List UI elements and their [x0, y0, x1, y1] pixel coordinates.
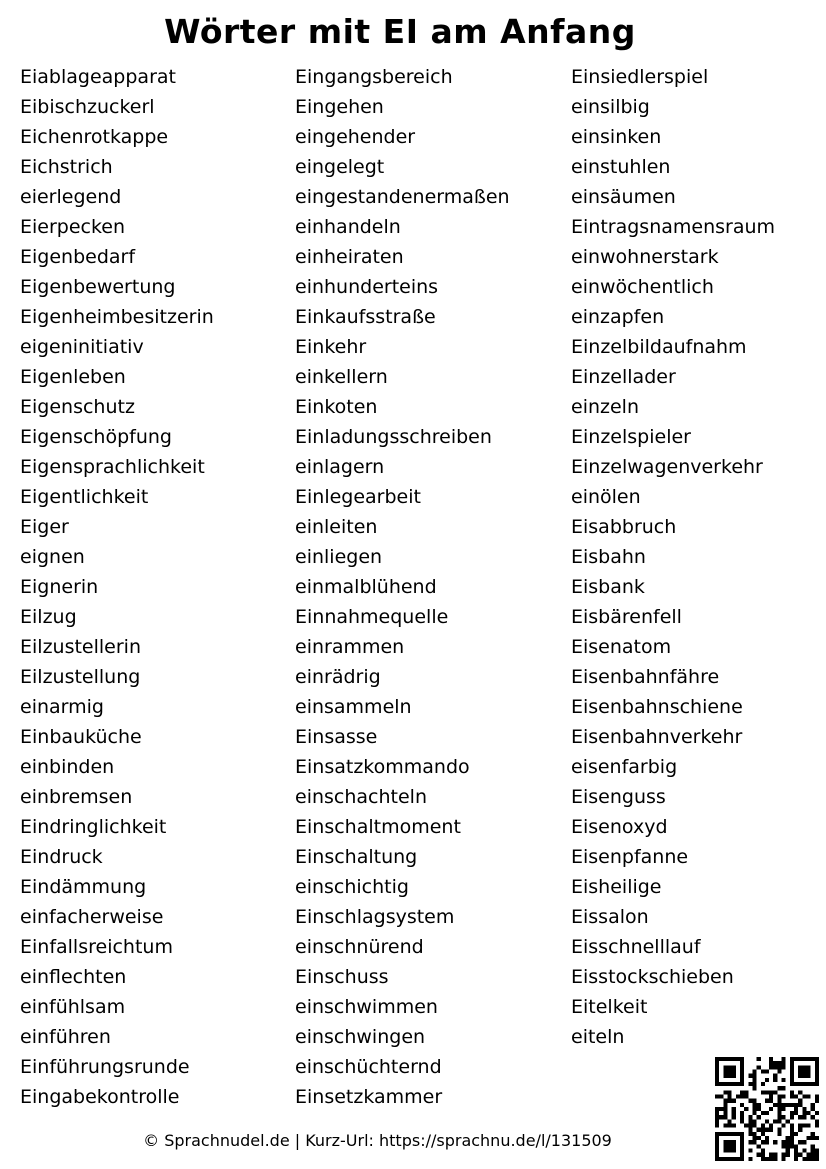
page-title: Wörter mit EI am Anfang: [164, 12, 636, 51]
word-item: Eisenatom: [571, 636, 672, 658]
word-item: Eisabbruch: [571, 516, 677, 538]
word-item: einschüchternd: [295, 1056, 442, 1078]
word-item: Eisenbahnschiene: [571, 696, 743, 718]
word-item: Eisstockschieben: [571, 966, 734, 988]
word-item: Eisenoxyd: [571, 816, 668, 838]
word-item: Eiger: [20, 516, 69, 538]
word-item: Eingangsbereich: [295, 66, 453, 88]
word-item: einkellern: [295, 366, 388, 388]
word-item: einsammeln: [295, 696, 412, 718]
word-column-2: [295, 62, 510, 1112]
word-item: Einschuss: [295, 966, 389, 988]
word-item: Einsiedlerspiel: [571, 66, 709, 88]
word-item: einflechten: [20, 966, 127, 988]
word-item: Eignerin: [20, 576, 99, 598]
word-item: Einzelspieler: [571, 426, 691, 448]
word-item: Eingabekontrolle: [20, 1086, 180, 1108]
word-item: einbinden: [20, 756, 115, 778]
word-item: Eisenbahnfähre: [571, 666, 720, 688]
word-item: Eingehen: [295, 96, 384, 118]
word-item: einliegen: [295, 546, 383, 568]
word-item: einschwimmen: [295, 996, 438, 1018]
word-column-3: [571, 62, 775, 1052]
word-item: einmalblühend: [295, 576, 437, 598]
word-item: Eilzug: [20, 606, 77, 628]
word-item: einrammen: [295, 636, 405, 658]
word-item: eingestandenermaßen: [295, 186, 510, 208]
word-item: Einzelwagenverkehr: [571, 456, 763, 478]
word-item: Eichenrotkappe: [20, 126, 169, 148]
word-item: Eiablageapparat: [20, 66, 176, 88]
word-column-1: [20, 62, 214, 1112]
word-item: Einlegearbeit: [295, 486, 421, 508]
word-item: Eisenpfanne: [571, 846, 689, 868]
word-item: eigeninitiativ: [20, 336, 144, 358]
word-item: Eisbärenfell: [571, 606, 682, 628]
word-item: Eibischzuckerl: [20, 96, 155, 118]
word-item: Einzelbildaufnahm: [571, 336, 747, 358]
word-item: einsilbig: [571, 96, 650, 118]
word-item: Einschaltmoment: [295, 816, 461, 838]
word-item: Einsatzkommando: [295, 756, 470, 778]
word-item: Einschlagsystem: [295, 906, 455, 928]
word-item: einzapfen: [571, 306, 665, 328]
word-item: Einsetzkammer: [295, 1086, 443, 1108]
word-item: Eitelkeit: [571, 996, 648, 1018]
word-item: Eissalon: [571, 906, 649, 928]
word-item: Einkaufsstraße: [295, 306, 436, 328]
word-item: einrädrig: [295, 666, 381, 688]
word-item: einhunderteins: [295, 276, 439, 298]
word-item: einlagern: [295, 456, 385, 478]
word-item: Eisenguss: [571, 786, 666, 808]
word-item: einführen: [20, 1026, 111, 1048]
word-item: Eintragsnamensraum: [571, 216, 776, 238]
word-item: Eigenschutz: [20, 396, 135, 418]
word-item: Eindringlichkeit: [20, 816, 167, 838]
word-item: Eilzustellung: [20, 666, 141, 688]
word-item: Eilzustellerin: [20, 636, 141, 658]
word-item: einsinken: [571, 126, 662, 148]
word-item: eiteln: [571, 1026, 625, 1048]
word-item: Einladungsschreiben: [295, 426, 492, 448]
word-item: Einschaltung: [295, 846, 418, 868]
word-item: Einzellader: [571, 366, 676, 388]
word-item: Einfallsreichtum: [20, 936, 173, 958]
word-item: einschichtig: [295, 876, 409, 898]
word-item: Eigensprachlichkeit: [20, 456, 205, 478]
word-item: eisenfarbig: [571, 756, 678, 778]
word-item: Eigenbewertung: [20, 276, 176, 298]
word-item: Eigenbedarf: [20, 246, 136, 268]
word-item: Eigenleben: [20, 366, 126, 388]
qr-code-icon: [715, 1057, 819, 1161]
word-item: Eisbank: [571, 576, 645, 598]
word-item: Einbauküche: [20, 726, 142, 748]
word-item: einwohnerstark: [571, 246, 719, 268]
word-item: Einnahmequelle: [295, 606, 449, 628]
word-item: Eigenschöpfung: [20, 426, 172, 448]
word-item: Eichstrich: [20, 156, 113, 178]
word-item: einheiraten: [295, 246, 404, 268]
word-item: einstuhlen: [571, 156, 671, 178]
word-item: einleiten: [295, 516, 378, 538]
word-item: Einsasse: [295, 726, 378, 748]
word-item: eingehender: [295, 126, 416, 148]
word-item: Eindämmung: [20, 876, 147, 898]
word-item: einbremsen: [20, 786, 133, 808]
word-item: einschwingen: [295, 1026, 426, 1048]
word-item: einfacherweise: [20, 906, 164, 928]
word-item: Eindruck: [20, 846, 103, 868]
word-item: Einführungsrunde: [20, 1056, 190, 1078]
word-item: Eisschnelllauf: [571, 936, 701, 958]
word-item: einzeln: [571, 396, 639, 418]
word-item: einwöchentlich: [571, 276, 714, 298]
word-item: einschnürend: [295, 936, 424, 958]
word-item: eierlegend: [20, 186, 122, 208]
word-item: Eierpecken: [20, 216, 126, 238]
word-item: eignen: [20, 546, 85, 568]
word-item: einarmig: [20, 696, 104, 718]
word-item: einsäumen: [571, 186, 676, 208]
word-item: einschachteln: [295, 786, 427, 808]
word-item: Eigentlichkeit: [20, 486, 149, 508]
word-item: Einkehr: [295, 336, 367, 358]
word-item: einfühlsam: [20, 996, 126, 1018]
word-item: Eisenbahnverkehr: [571, 726, 743, 748]
word-item: einölen: [571, 486, 641, 508]
word-item: Einkoten: [295, 396, 378, 418]
footer-credit: © Sprachnudel.de | Kurz-Url: https://sprachnu.de/l/131509: [143, 1131, 612, 1150]
word-item: einhandeln: [295, 216, 401, 238]
word-item: Eisheilige: [571, 876, 662, 898]
word-item: eingelegt: [295, 156, 385, 178]
word-item: Eigenheimbesitzerin: [20, 306, 214, 328]
word-item: Eisbahn: [571, 546, 646, 568]
